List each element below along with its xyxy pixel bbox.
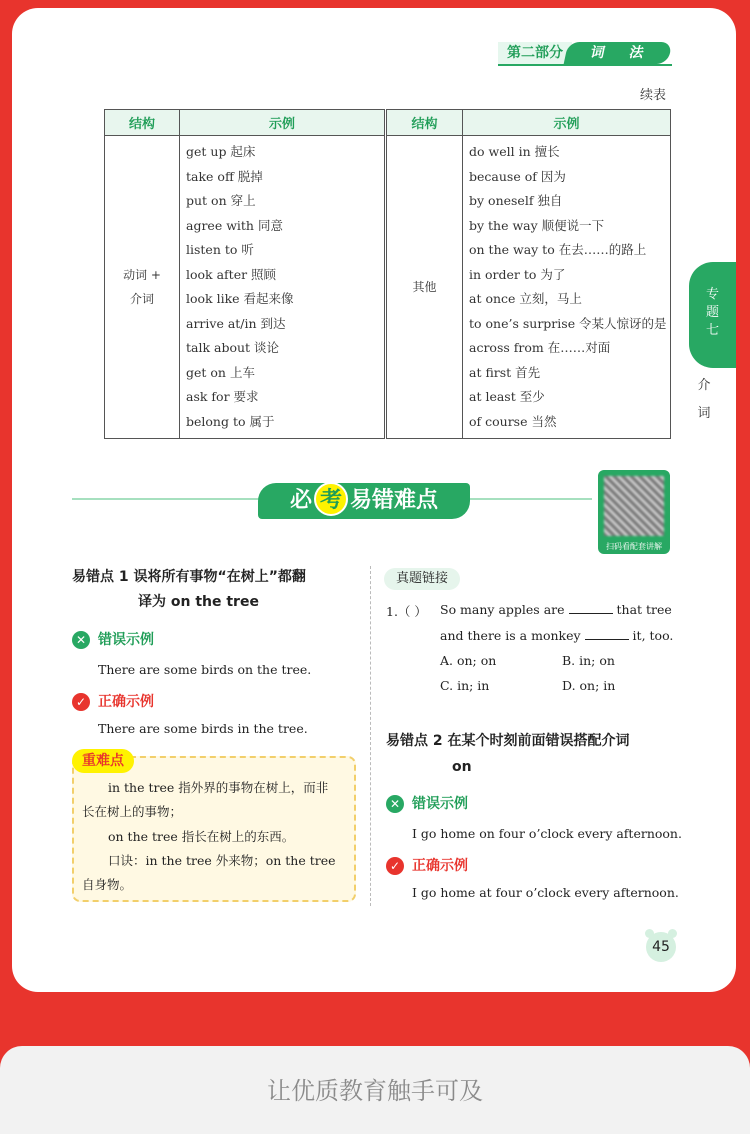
list-item: look like 看起来像 [186, 291, 294, 306]
section-banner: 必 考 易错难点 [258, 483, 470, 519]
examples-left [180, 136, 385, 439]
option-d[interactable]: D. on; in [562, 678, 616, 693]
answer-blank [585, 639, 629, 640]
point1-title: 易错点 1 误将所有事物“在树上”都翻 [72, 569, 306, 585]
answer-blank [569, 613, 613, 614]
col-header-structure-right: 结构 [387, 110, 463, 136]
note-line: 口诀：in the tree 外来物；on the tree [108, 853, 336, 868]
side-word: 介词 [697, 378, 711, 421]
correct-example-sentence: I go home at four o’clock every afternoon. [412, 885, 679, 900]
wrong-example-sentence: There are some birds on the tree. [98, 662, 312, 677]
note-line: in the tree 指外界的事物在树上，而非 [108, 780, 329, 795]
list-item: belong to 属于 [186, 413, 275, 429]
examples-right [463, 136, 671, 439]
note-line: 长在树上的事物； [82, 804, 183, 819]
page-number: 45 [646, 932, 676, 962]
correct-icon: ✓ [72, 693, 90, 711]
key-note-tag: 重难点 [72, 749, 134, 773]
side-tab-topic[interactable]: 专题七 [689, 262, 736, 368]
list-item: in order to 为了 [469, 266, 566, 282]
list-item: of course 当然 [469, 413, 557, 429]
list-item: arrive at/in 到达 [186, 315, 286, 331]
note-line: on the tree 指长在树上的东西。 [108, 829, 295, 844]
col-header-example-left: 示例 [180, 110, 385, 136]
section-tag [498, 42, 672, 64]
list-item: talk about 谈论 [186, 340, 280, 355]
list-item: because of 因为 [469, 168, 566, 184]
wrong-icon: ✕ [386, 795, 404, 813]
category-left: 动词 + 介词 [105, 136, 180, 439]
section-name: 词 法 [564, 42, 673, 64]
list-item: get up 起床 [186, 144, 256, 159]
qr-caption: 扫码看配套讲解 [606, 542, 662, 551]
list-item: take off 脱掉 [186, 168, 263, 184]
list-item: agree with 同意 [186, 217, 283, 233]
option-a[interactable]: A. on; on [440, 653, 497, 668]
option-c[interactable]: C. in; in [440, 678, 490, 693]
list-item: on the way to 在去……的路上 [469, 242, 647, 257]
note-line: 自身物。 [82, 877, 133, 892]
list-item: put on 穿上 [186, 193, 256, 208]
column-divider [370, 566, 371, 906]
col-header-example-right: 示例 [463, 110, 671, 136]
correct-icon: ✓ [386, 857, 404, 875]
list-item: get on 上车 [186, 364, 255, 380]
qr-icon [604, 476, 664, 536]
point2-title: 易错点 2 在某个时刻前面错误搭配介词 [386, 733, 630, 749]
section-underline [498, 64, 672, 66]
part-label: 第二部分 [498, 42, 572, 64]
category-right: 其他 [387, 136, 463, 439]
point1-title-cont: 译为 on the tree [138, 594, 259, 610]
list-item: by the way 顺便说一下 [469, 217, 605, 233]
qr-code[interactable] [598, 470, 670, 554]
correct-example-sentence: There are some birds in the tree. [98, 721, 308, 736]
list-item: at once 立刻，马上 [469, 291, 582, 306]
correct-example-label: 正确示例 [412, 858, 468, 874]
list-item: do well in 擅长 [469, 144, 560, 159]
wrong-icon: ✕ [72, 631, 90, 649]
list-item: across from 在……对面 [469, 340, 611, 355]
option-b[interactable]: B. in; on [562, 653, 615, 668]
wrong-example-sentence: I go home on four o’clock every afternoon. [412, 826, 682, 841]
list-item: by oneself 独自 [469, 193, 563, 208]
exam-link-tag: 真题链接 [384, 568, 460, 590]
list-item: to one’s surprise 令某人惊讶的是 [469, 315, 667, 331]
wrong-example-label: 错误示例 [98, 632, 154, 648]
footer-slogan: 让优质教育触手可及 [0, 1046, 750, 1134]
correct-example-label: 正确示例 [98, 694, 154, 710]
question-line-1: So many apples are that tree [440, 602, 672, 617]
banner-circle: 考 [314, 482, 348, 516]
continued-label: 续表 [640, 88, 667, 103]
point2-title-cont: on [452, 759, 472, 775]
wrong-example-label: 错误示例 [412, 796, 468, 812]
vocab-table [104, 109, 671, 439]
question-line-2: and there is a monkey it, too. [440, 628, 674, 643]
list-item: ask for 要求 [186, 389, 259, 404]
question-number: 1.（ ） [386, 604, 427, 619]
list-item: at least 至少 [469, 389, 545, 404]
col-header-structure-left: 结构 [105, 110, 180, 136]
list-item: at first 首先 [469, 364, 541, 380]
list-item: listen to 听 [186, 242, 254, 257]
list-item: look after 照顾 [186, 266, 277, 282]
